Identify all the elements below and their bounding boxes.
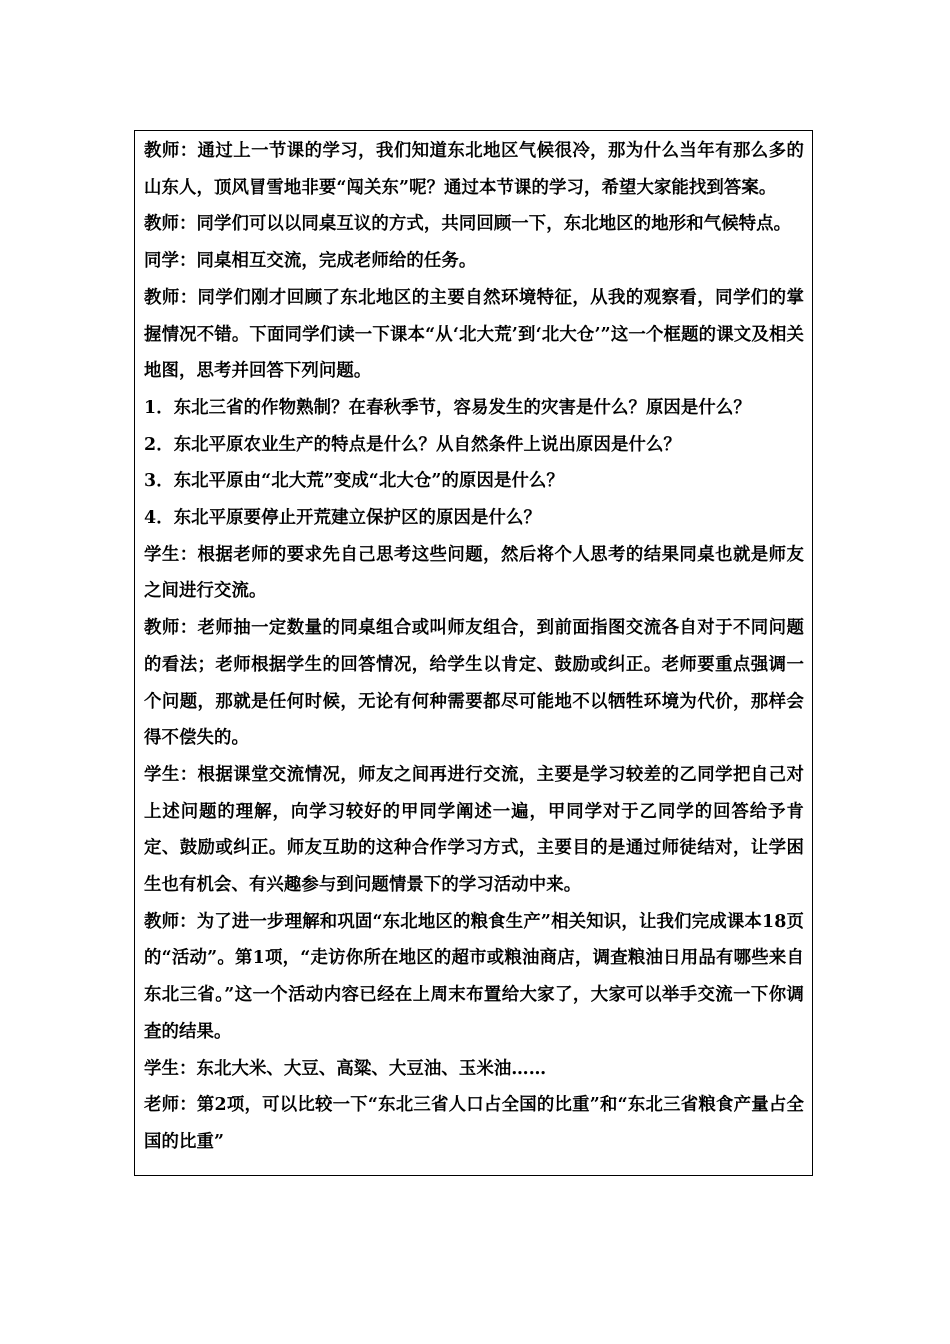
- student-answer-paragraph: 学生：东北大米、大豆、高粱、大豆油、玉米油……: [144, 1058, 547, 1079]
- teacher-item2-paragraph: 老师：第2项，可以比较一下“东北三省人口占全国的比重”和“东北三省粮食产量占全国的比重”: [144, 1095, 804, 1152]
- teacher-review-paragraph: 教师：同学们可以以同桌互议的方式，共同回顾一下，东北地区的地形和气候特点。: [144, 214, 792, 235]
- question-3: 3．东北平原由“北大荒”变成“北大仓”的原因是什么？: [144, 471, 564, 492]
- content-table-cell: [134, 130, 813, 1176]
- student-think-paragraph: 学生：根据老师的要求先自己思考这些问题，然后将个人思考的结果同桌也就是师友之间进行交流。: [144, 544, 804, 602]
- question-1: 1．东北三省的作物熟制？在春秋季节，容易发生的灾害是什么？原因是什么？: [144, 397, 751, 418]
- question-4: 4．东北平原要停止开荒建立保护区的原因是什么？: [144, 508, 541, 529]
- teacher-activity-paragraph: 教师：为了进一步理解和巩固“东北地区的粮食生产”相关知识，让我们完成课本18页的“活动”。第1项，“走访你所在地区的超市或粮油商店，调查粮油日用品有哪些来自东北三省。”这一个活动内容已经在上周末布置给大家了，大家可以举手交流一下你调查的结果。: [144, 911, 804, 1042]
- teacher-intro-paragraph: 教师：通过上一节课的学习，我们知道东北地区气候很冷，那为什么当年有那么多的山东人，顶风冒雪地非要“闯关东”呢？通过本节课的学习，希望大家能找到答案。: [144, 141, 804, 198]
- student-peer-paragraph: 学生：根据课堂交流情况，师友之间再进行交流，主要是学习较差的乙同学把自己对上述问题的理解，向学习较好的甲同学阐述一遍，甲同学对于乙同学的回答给予肯定、鼓励或纠正。师友互助的这种合作学习方式，主要目的是通过师徒结对，让学困生也有机会、有兴趣参与到问题情景下的学习活动中来。: [144, 764, 804, 896]
- teacher-reading-paragraph: 教师：同学们刚才回顾了东北地区的主要自然环境特征，从我的观察看，同学们的掌握情况不错。下面同学们读一下课本“从‘北大荒’到‘北大仓’”这一个框题的课文及相关地图，思考并回答下列问题。: [144, 287, 804, 382]
- question-2: 2．东北平原农业生产的特点是什么？从自然条件上说出原因是什么？: [144, 434, 681, 455]
- student-exchange-paragraph: 同学：同桌相互交流，完成老师给的任务。: [144, 251, 477, 272]
- teacher-feedback-paragraph: 教师：老师抽一定数量的同桌组合或叫师友组合，到前面指图交流各自对于不同问题的看法；老师根据学生的回答情况，给学生以肯定、鼓励或纠正。老师要重点强调一个问题，那就是任何时候，无论有何种需要都尽可能地不以牺牲环境为代价，那样会得不偿失的。: [144, 618, 804, 749]
